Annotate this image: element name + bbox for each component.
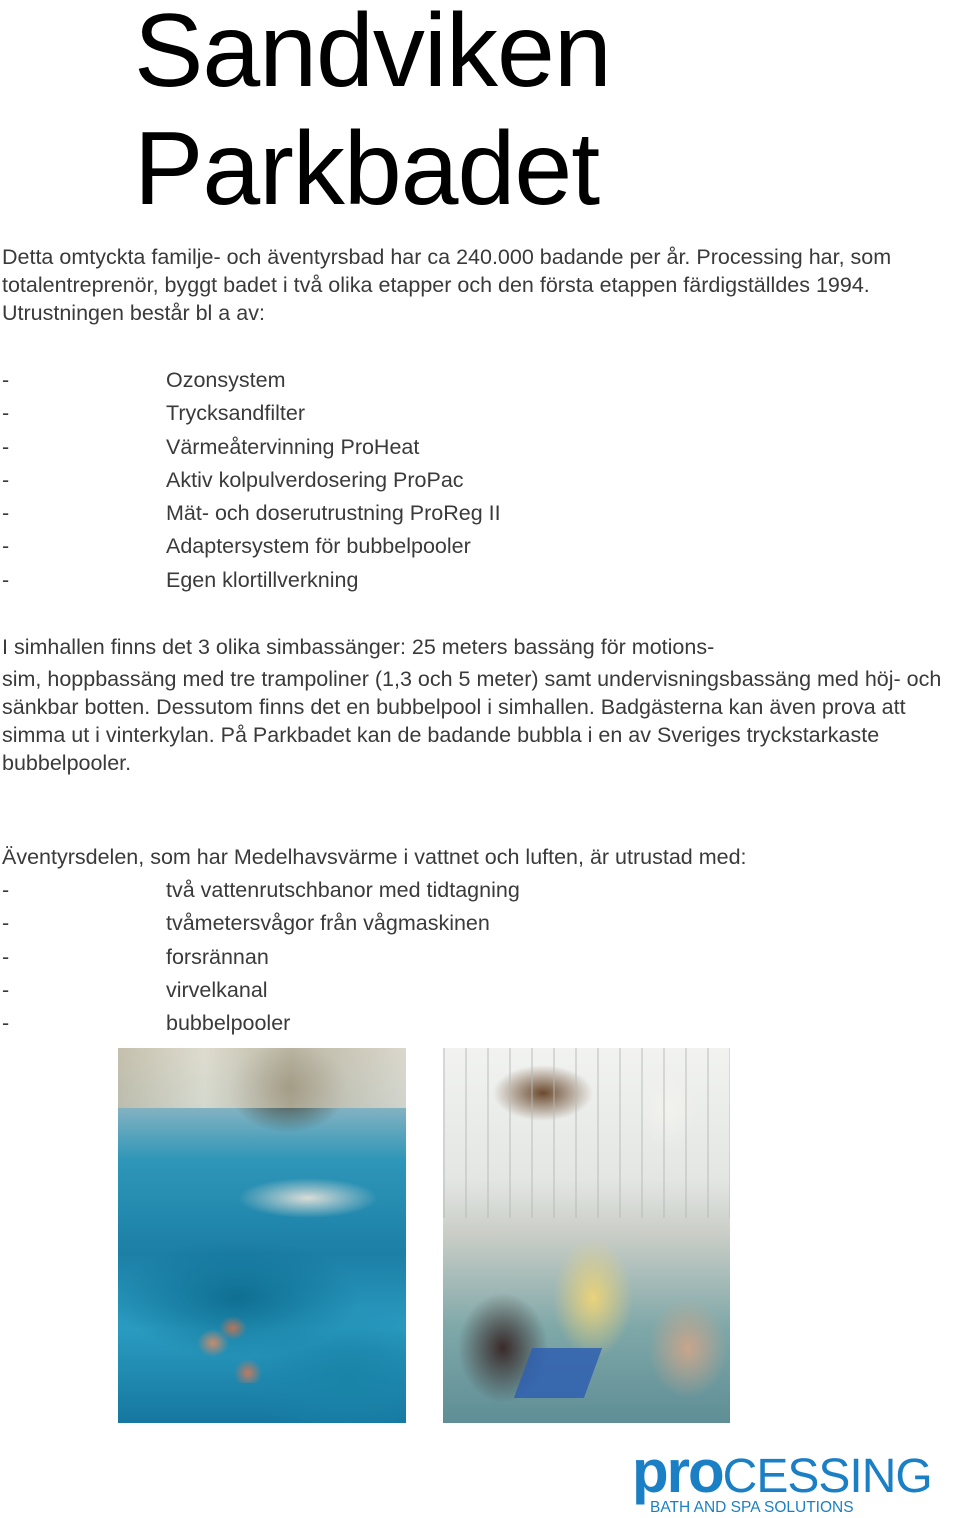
logo-cessing: CESSING bbox=[722, 1450, 932, 1503]
page-title bbox=[134, 0, 611, 228]
list-item bbox=[2, 941, 520, 974]
list-item-label: två vattenrutschbanor med tidtagning bbox=[166, 878, 520, 902]
list-dash: - bbox=[2, 434, 10, 459]
title-line-1: Sandviken bbox=[134, 0, 611, 109]
list-item bbox=[2, 364, 501, 397]
list-item-label: tvåmetersvågor från vågmaskinen bbox=[166, 911, 490, 936]
list-item bbox=[2, 907, 520, 940]
list-item bbox=[2, 874, 520, 907]
list-dash: - bbox=[2, 878, 10, 902]
title-line-2: Parkbadet bbox=[134, 111, 600, 227]
intro-paragraph: Detta omtyckta familje- och äventyrsbad har ca 240.000 badande per år. Processing har, som totalentreprenör, byggt badet i två olika etapper och den första etappen färdigställdes 1994. Utrustningen består bl a av: bbox=[2, 245, 892, 325]
list-item-label: Trycksandfilter bbox=[166, 401, 305, 426]
list-dash: - bbox=[2, 501, 10, 526]
list-dash: - bbox=[2, 944, 10, 969]
list-dash: - bbox=[2, 534, 10, 559]
list-item-label: bubbelpooler bbox=[166, 1011, 291, 1036]
logo-tagline: BATH AND SPA SOLUTIONS bbox=[650, 1499, 854, 1516]
adventure-list bbox=[2, 874, 520, 1040]
list-item bbox=[2, 564, 501, 597]
list-item-label: virvelkanal bbox=[166, 977, 268, 1002]
swimhall-rest: sim, hoppbassäng med tre trampoliner (1,3 och 5 meter) samt undervisningsbassäng med höj- och sänkbar botten. Dessutom finns det en bubbelpool i simhallen. Badgästerna kan även prova att simma ut i vinterkylan. På Parkbadet kan de badande bubbla i en av Sveriges tryckstarkaste bubbelpooler. bbox=[2, 667, 942, 775]
list-dash: - bbox=[2, 1011, 10, 1036]
list-item-label: forsrännan bbox=[166, 944, 269, 969]
pool-photo-swimmers bbox=[118, 1048, 406, 1423]
list-dash: - bbox=[2, 368, 10, 392]
processing-logo bbox=[632, 1438, 960, 1518]
list-dash: - bbox=[2, 401, 10, 426]
list-item bbox=[2, 397, 501, 430]
list-item bbox=[2, 497, 501, 530]
list-dash: - bbox=[2, 467, 10, 492]
list-dash: - bbox=[2, 977, 10, 1002]
list-item-label: Värmeåtervinning ProHeat bbox=[166, 434, 420, 459]
list-item-label: Egen klortillverkning bbox=[166, 567, 359, 592]
pool-photo-family bbox=[443, 1048, 730, 1423]
equipment-list bbox=[2, 364, 501, 597]
list-item-label: Mät- och doserutrustning ProReg II bbox=[166, 501, 501, 526]
list-item bbox=[2, 1007, 520, 1040]
adventure-intro: Äventyrsdelen, som har Medelhavsvärme i vattnet och luften, är utrustad med: bbox=[2, 845, 747, 869]
list-item bbox=[2, 431, 501, 464]
list-dash: - bbox=[2, 911, 10, 936]
swimhall-line-1: I simhallen finns det 3 olika simbassänger: 25 meters bassäng för motions- bbox=[2, 635, 715, 659]
list-item-label: Adaptersystem för bubbelpooler bbox=[166, 534, 471, 559]
list-item-label: Aktiv kolpulverdosering ProPac bbox=[166, 467, 464, 492]
list-item-label: Ozonsystem bbox=[166, 368, 286, 392]
logo-pro: pro bbox=[632, 1438, 723, 1505]
swimhall-paragraph bbox=[2, 632, 942, 777]
list-item bbox=[2, 464, 501, 497]
list-dash: - bbox=[2, 567, 10, 592]
list-item bbox=[2, 974, 520, 1007]
list-item bbox=[2, 530, 501, 563]
